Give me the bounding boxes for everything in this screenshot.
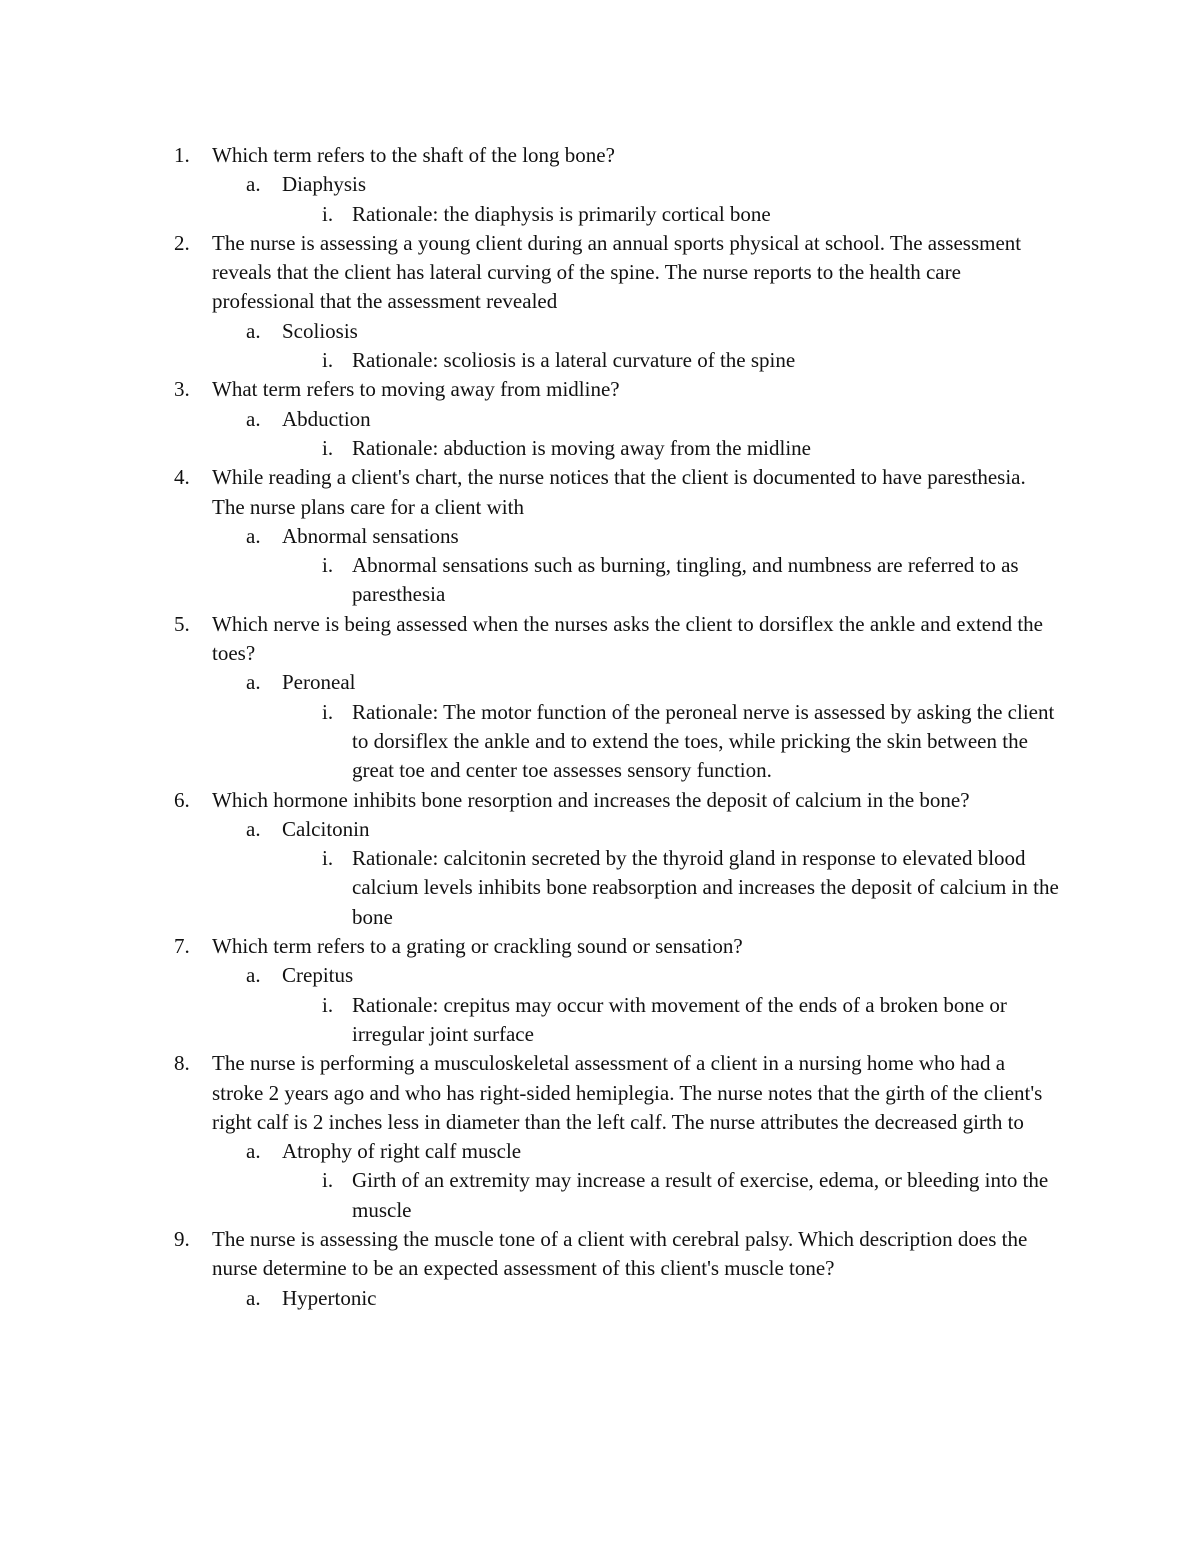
answer-text: Crepitus (282, 963, 354, 988)
answer-marker: a. (246, 172, 261, 197)
question-text: Which nerve is being assessed when the nurses asks the client to dorsiflex the ankle and extend the toes? (212, 611, 1044, 666)
answer-7 (0, 961, 1060, 990)
rationale-marker: i. (322, 553, 334, 578)
rationale-6 (0, 844, 1060, 932)
question-2 (0, 229, 1060, 317)
rationale-marker: i. (322, 1168, 334, 1193)
question-9 (0, 1225, 1060, 1284)
answer-text: Hypertonic (282, 1285, 377, 1310)
question-1 (0, 141, 1060, 170)
question-number: 2. (174, 230, 190, 255)
answer-marker: a. (246, 406, 261, 431)
rationale-text: Rationale: scoliosis is a lateral curvature of the spine (352, 348, 796, 373)
answer-text: Diaphysis (282, 172, 366, 197)
question-text: The nurse is performing a musculoskeletal assessment of a client in a nursing home who had a stroke 2 years ago and who has right-sided hemiplegia. The nurse notes that the girth of the client's right calf is 2 inches less in diameter than the left calf. The nurse attributes the decreased girth to (212, 1051, 1043, 1134)
answer-text: Peroneal (282, 670, 356, 695)
rationale-2 (0, 346, 1060, 375)
question-text: While reading a client's chart, the nurse notices that the client is documented to have paresthesia. The nurse plans care for a client with (212, 465, 1026, 519)
answer-text: Scoliosis (282, 318, 358, 343)
question-text: What term refers to moving away from midline? (212, 377, 620, 402)
answer-2 (0, 317, 1060, 346)
rationale-text: Rationale: The motor function of the peroneal nerve is assessed by asking the client to dorsiflex the ankle and to extend the toes, while pricking the skin between the great toe and center toe assesses sensory function. (352, 699, 1055, 783)
question-list (0, 141, 1200, 1313)
rationale-text: Girth of an extremity may increase a result of exercise, edema, or bleeding into the muscle (352, 1168, 1049, 1222)
answer-1 (0, 170, 1060, 199)
answer-8 (0, 1137, 1060, 1166)
rationale-marker: i. (322, 992, 334, 1017)
rationale-3 (0, 434, 1060, 463)
question-3 (0, 375, 1060, 404)
rationale-text: Rationale: the diaphysis is primarily cortical bone (352, 201, 771, 226)
rationale-text: Abnormal sensations such as burning, tingling, and numbness are referred to as paresthesia (352, 553, 1019, 607)
rationale-marker: i. (322, 348, 334, 373)
question-4 (0, 463, 1060, 522)
question-7 (0, 932, 1060, 961)
rationale-text: Rationale: calcitonin secreted by the thyroid gland in response to elevated blood calcium levels inhibits bone reabsorption and increases the deposit of calcium in the bone (352, 846, 1059, 929)
answer-6 (0, 815, 1060, 844)
answer-text: Calcitonin (282, 816, 370, 841)
rationale-text: Rationale: crepitus may occur with movement of the ends of a broken bone or irregular joint surface (352, 992, 1007, 1046)
question-text: Which hormone inhibits bone resorption and increases the deposit of calcium in the bone? (212, 787, 970, 812)
rationale-text: Rationale: abduction is moving away from the midline (352, 435, 811, 460)
answer-marker: a. (246, 670, 261, 695)
answer-4 (0, 522, 1060, 551)
question-number: 1. (174, 143, 190, 167)
rationale-5 (0, 698, 1060, 786)
rationale-8 (0, 1166, 1060, 1225)
question-text: Which term refers to a grating or crackling sound or sensation? (212, 934, 743, 959)
answer-marker: a. (246, 523, 261, 548)
question-number: 8. (174, 1051, 190, 1076)
answer-text: Abnormal sensations (282, 523, 459, 548)
answer-3 (0, 405, 1060, 434)
question-text: Which term refers to the shaft of the long bone? (212, 143, 615, 167)
rationale-1 (0, 200, 1060, 229)
rationale-7 (0, 991, 1060, 1050)
question-text: The nurse is assessing the muscle tone of a client with cerebral palsy. Which description does the nurse determine to be an expected assessment of this client's muscle tone? (212, 1226, 1028, 1281)
answer-9 (0, 1284, 1060, 1313)
rationale-marker: i. (322, 846, 334, 871)
question-number: 3. (174, 377, 190, 402)
question-number: 4. (174, 465, 190, 490)
answer-5 (0, 668, 1060, 697)
answer-marker: a. (246, 1139, 261, 1164)
answer-marker: a. (246, 816, 261, 841)
question-5 (0, 610, 1060, 669)
question-8 (0, 1049, 1060, 1137)
rationale-marker: i. (322, 435, 334, 460)
answer-text: Abduction (282, 406, 371, 431)
question-number: 6. (174, 787, 190, 812)
question-number: 7. (174, 934, 190, 959)
answer-text: Atrophy of right calf muscle (282, 1139, 522, 1164)
rationale-marker: i. (322, 201, 334, 226)
answer-marker: a. (246, 1285, 261, 1310)
question-number: 9. (174, 1226, 190, 1251)
rationale-marker: i. (322, 699, 334, 724)
question-6 (0, 786, 1060, 815)
question-number: 5. (174, 611, 190, 636)
answer-marker: a. (246, 963, 261, 988)
rationale-4 (0, 551, 1060, 610)
question-text: The nurse is assessing a young client during an annual sports physical at school. The assessment reveals that the client has lateral curving of the spine. The nurse reports to the health care professional that the assessment revealed (212, 230, 1022, 314)
answer-marker: a. (246, 318, 261, 343)
